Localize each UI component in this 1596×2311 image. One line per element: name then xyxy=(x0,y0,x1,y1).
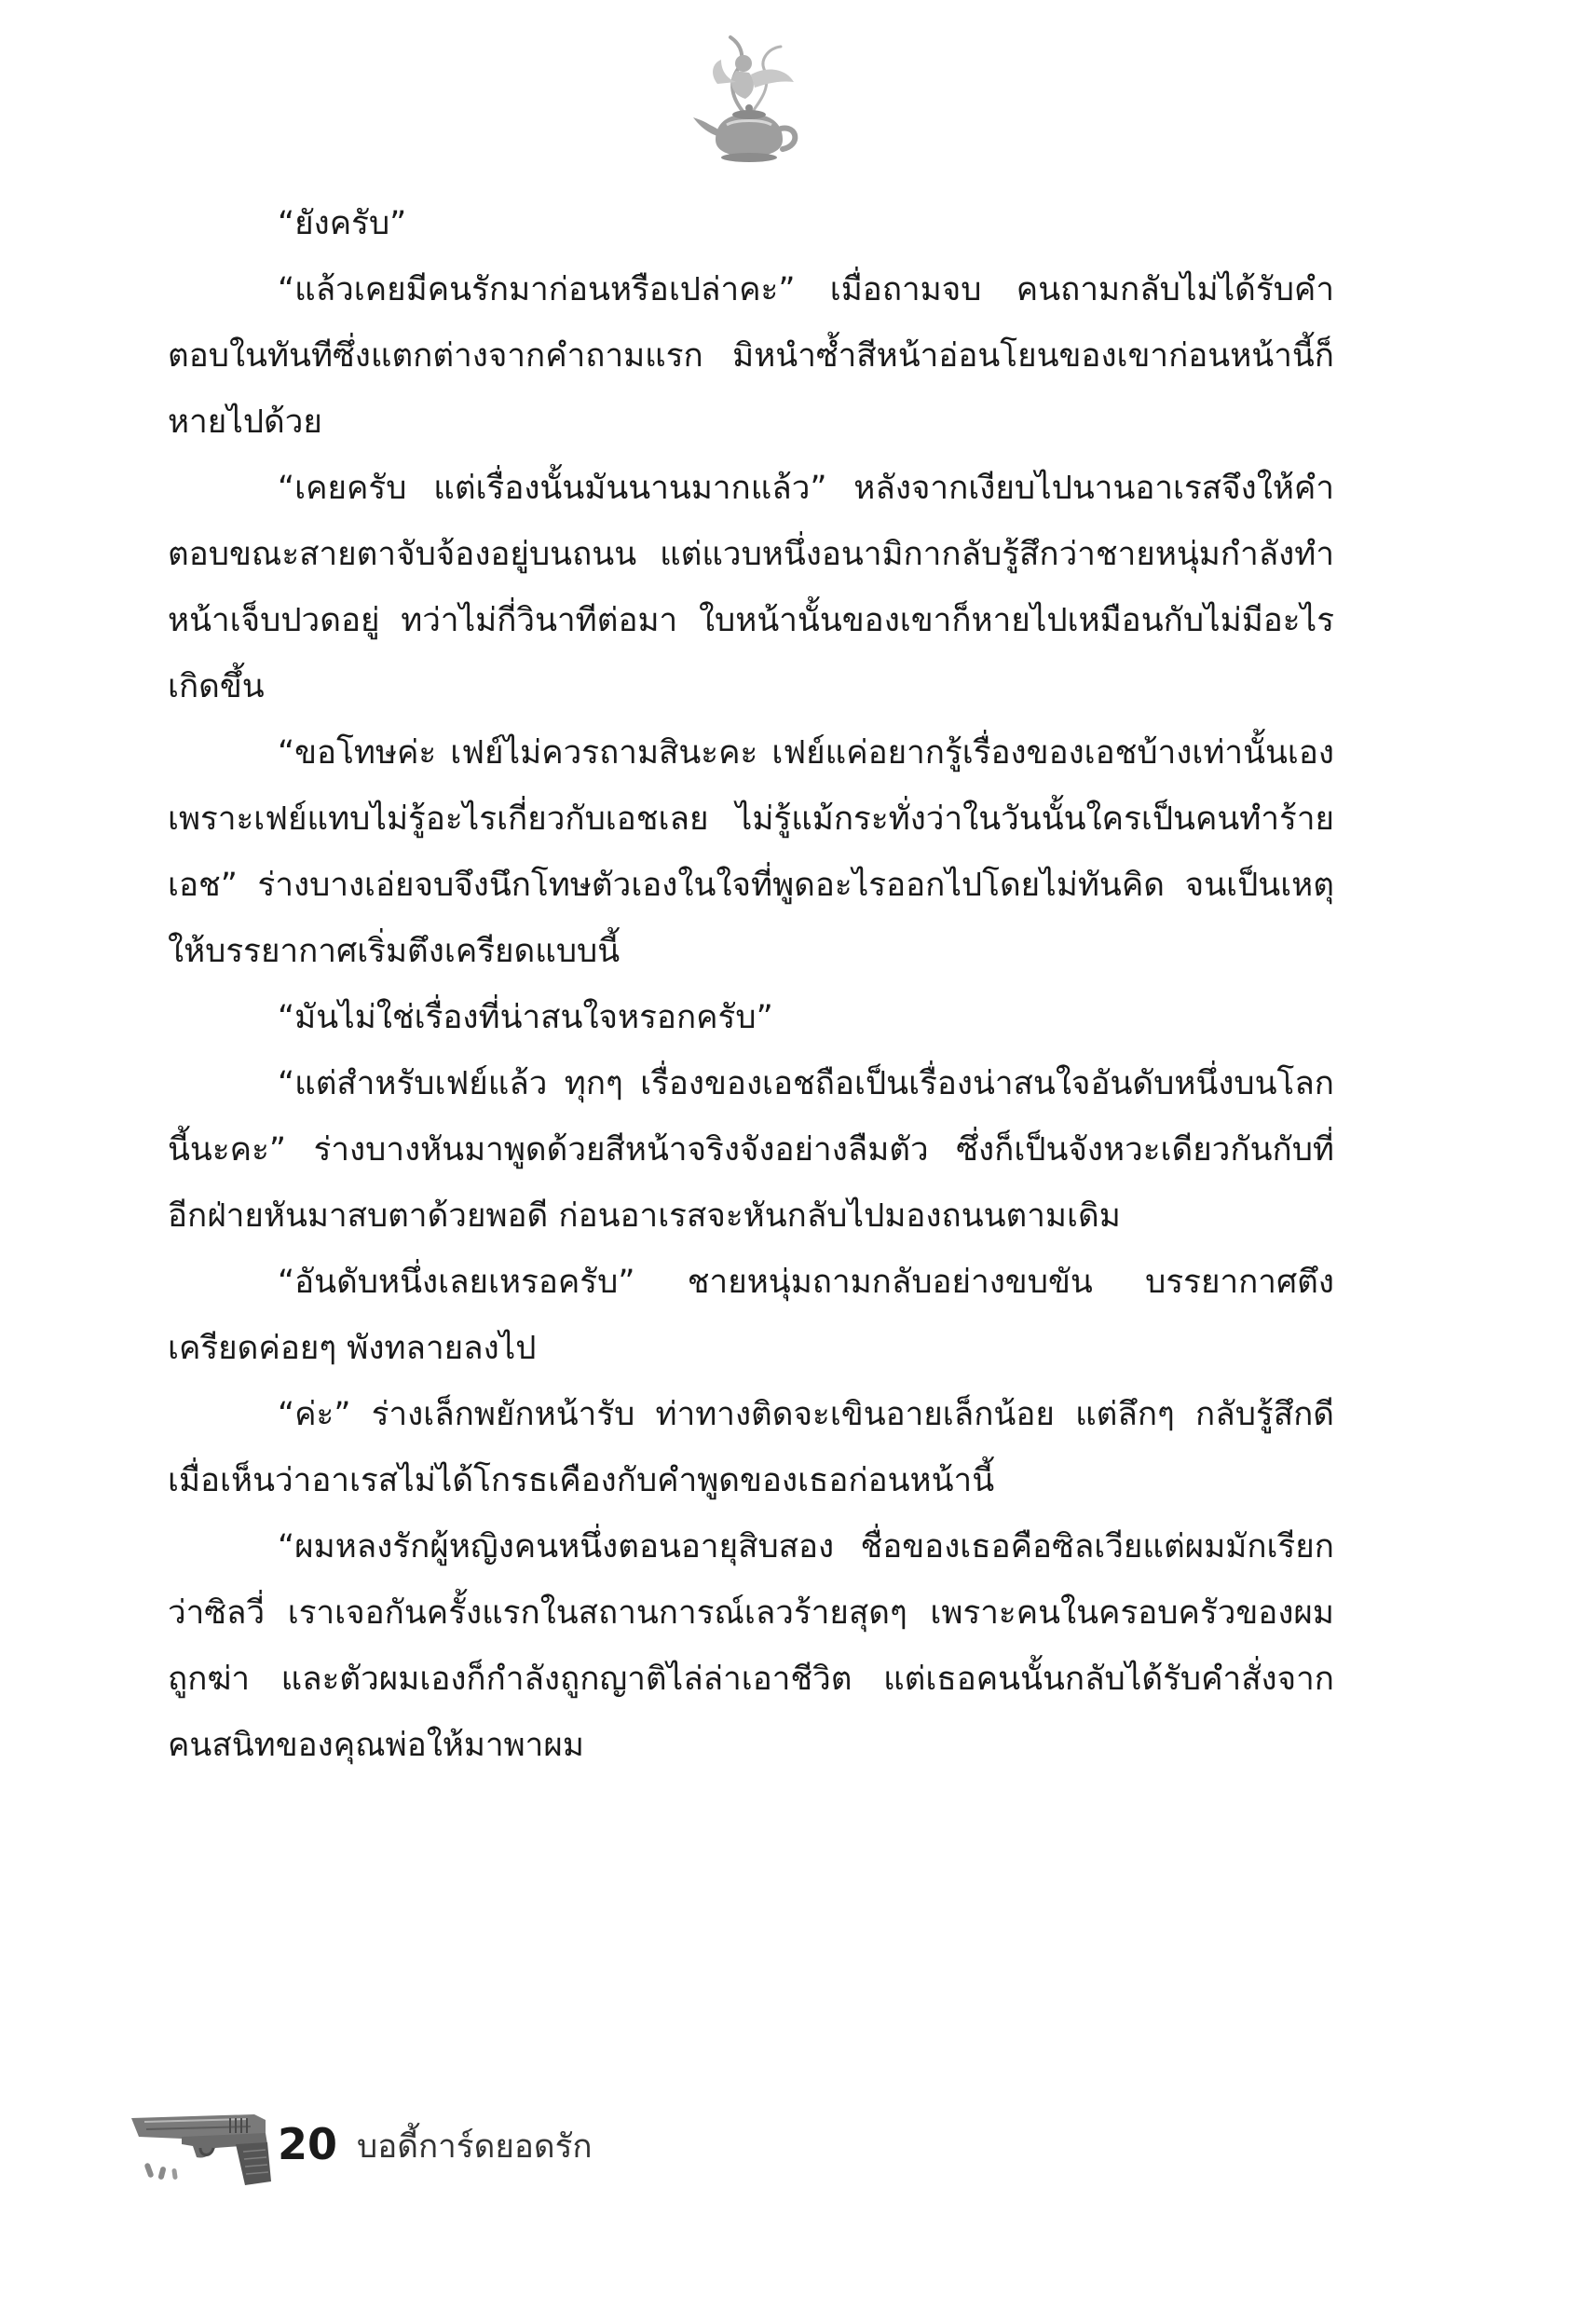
pistol-icon xyxy=(126,2101,275,2190)
page-footer xyxy=(126,2101,778,2190)
paragraph: “ค่ะ” ร่างเล็กพยักหน้ารับ ท่าทางติดจะเขินอายเล็กน้อย แต่ลึกๆ กลับรู้สึกดีเมื่อเห็นว่าอาเรสไม่ได้โกรธเคืองกับคำพูดของเธอก่อนหน้านี้ xyxy=(168,1396,1334,1499)
book-title: บอดี้การ์ดยอดรัก xyxy=(357,2128,593,2166)
paragraph: “ผมหลงรักผู้หญิงคนหนึ่งตอนอายุสิบสอง ชื่อของเธอคือซิลเวียแต่ผมมักเรียกว่าซิลวี่ เราเจอกันครั้งแรกในสถานการณ์เลวร้ายสุดๆ เพราะคนในครอบครัวของผมถูกฆ่า และตัวผมเองก็กำลังถูกญาติไล่ล่าเอาชีวิต แต่เธอคนนั้นกลับได้รับคำสั่งจากคนสนิทของคุณพ่อให้มาพาผม xyxy=(168,1528,1334,1764)
body-text xyxy=(168,191,1334,1779)
paragraph: “แต่สำหรับเฟย์แล้ว ทุกๆ เรื่องของเอชถือเป็นเรื่องน่าสนใจอันดับหนึ่งบนโลกนี้นะคะ” ร่างบางหันมาพูดด้วยสีหน้าจริงจังอย่างลืมตัว ซึ่งก็เป็นจังหวะเดียวกันกับที่อีกฝ่ายหันมาสบตาด้วยพอดี ก่อนอาเรสจะหันกลับไปมองถนนตามเดิม xyxy=(168,1065,1334,1235)
paragraph: “มันไม่ใช่เรื่องที่น่าสนใจหรอกครับ” xyxy=(278,999,773,1036)
paragraph: “อันดับหนึ่งเลยเหรอครับ” ชายหนุ่มถามกลับอย่างขบขัน บรรยากาศตึงเครียดค่อยๆ พังทลายลงไป xyxy=(168,1264,1334,1367)
paragraph: “ขอโทษค่ะ เฟย์ไม่ควรถามสินะคะ เฟย์แค่อยากรู้เรื่องของเอชบ้างเท่านั้นเอง เพราะเฟย์แทบไม่รู้อะไรเกี่ยวกับเอชเลย ไม่รู้แม้กระทั่งว่าในวันนั้นใครเป็นคนทำร้ายเอช” ร่างบางเอ่ยจบจึงนึกโทษตัวเองในใจที่พูดอะไรออกไปโดยไม่ทันคิด จนเป็นเหตุให้บรรยากาศเริ่มตึงเครียดแบบนี้ xyxy=(168,734,1334,970)
teapot-ornament-icon xyxy=(689,28,811,168)
paragraph: “แล้วเคยมีคนรักมาก่อนหรือเปล่าคะ” เมื่อถามจบ คนถามกลับไม่ได้รับคำตอบในทันทีซึ่งแตกต่างจากคำถามแรก มิหนำซ้ำสีหน้าอ่อนโยนของเขาก่อนหน้านี้ก็หายไปด้วย xyxy=(168,271,1334,441)
paragraph: “ยังครับ” xyxy=(278,205,407,242)
page-number: 20 xyxy=(278,2119,338,2169)
paragraph: “เคยครับ แต่เรื่องนั้นมันนานมากแล้ว” หลังจากเงียบไปนานอาเรสจึงให้คำตอบขณะสายตาจับจ้องอยู่บนถนน แต่แวบหนึ่งอนามิกากลับรู้สึกว่าชายหนุ่มกำลังทำหน้าเจ็บปวดอยู่ ทว่าไม่กี่วินาทีต่อมา ใบหน้านั้นของเขาก็หายไปเหมือนกับไม่มีอะไรเกิดขึ้น xyxy=(168,470,1334,705)
